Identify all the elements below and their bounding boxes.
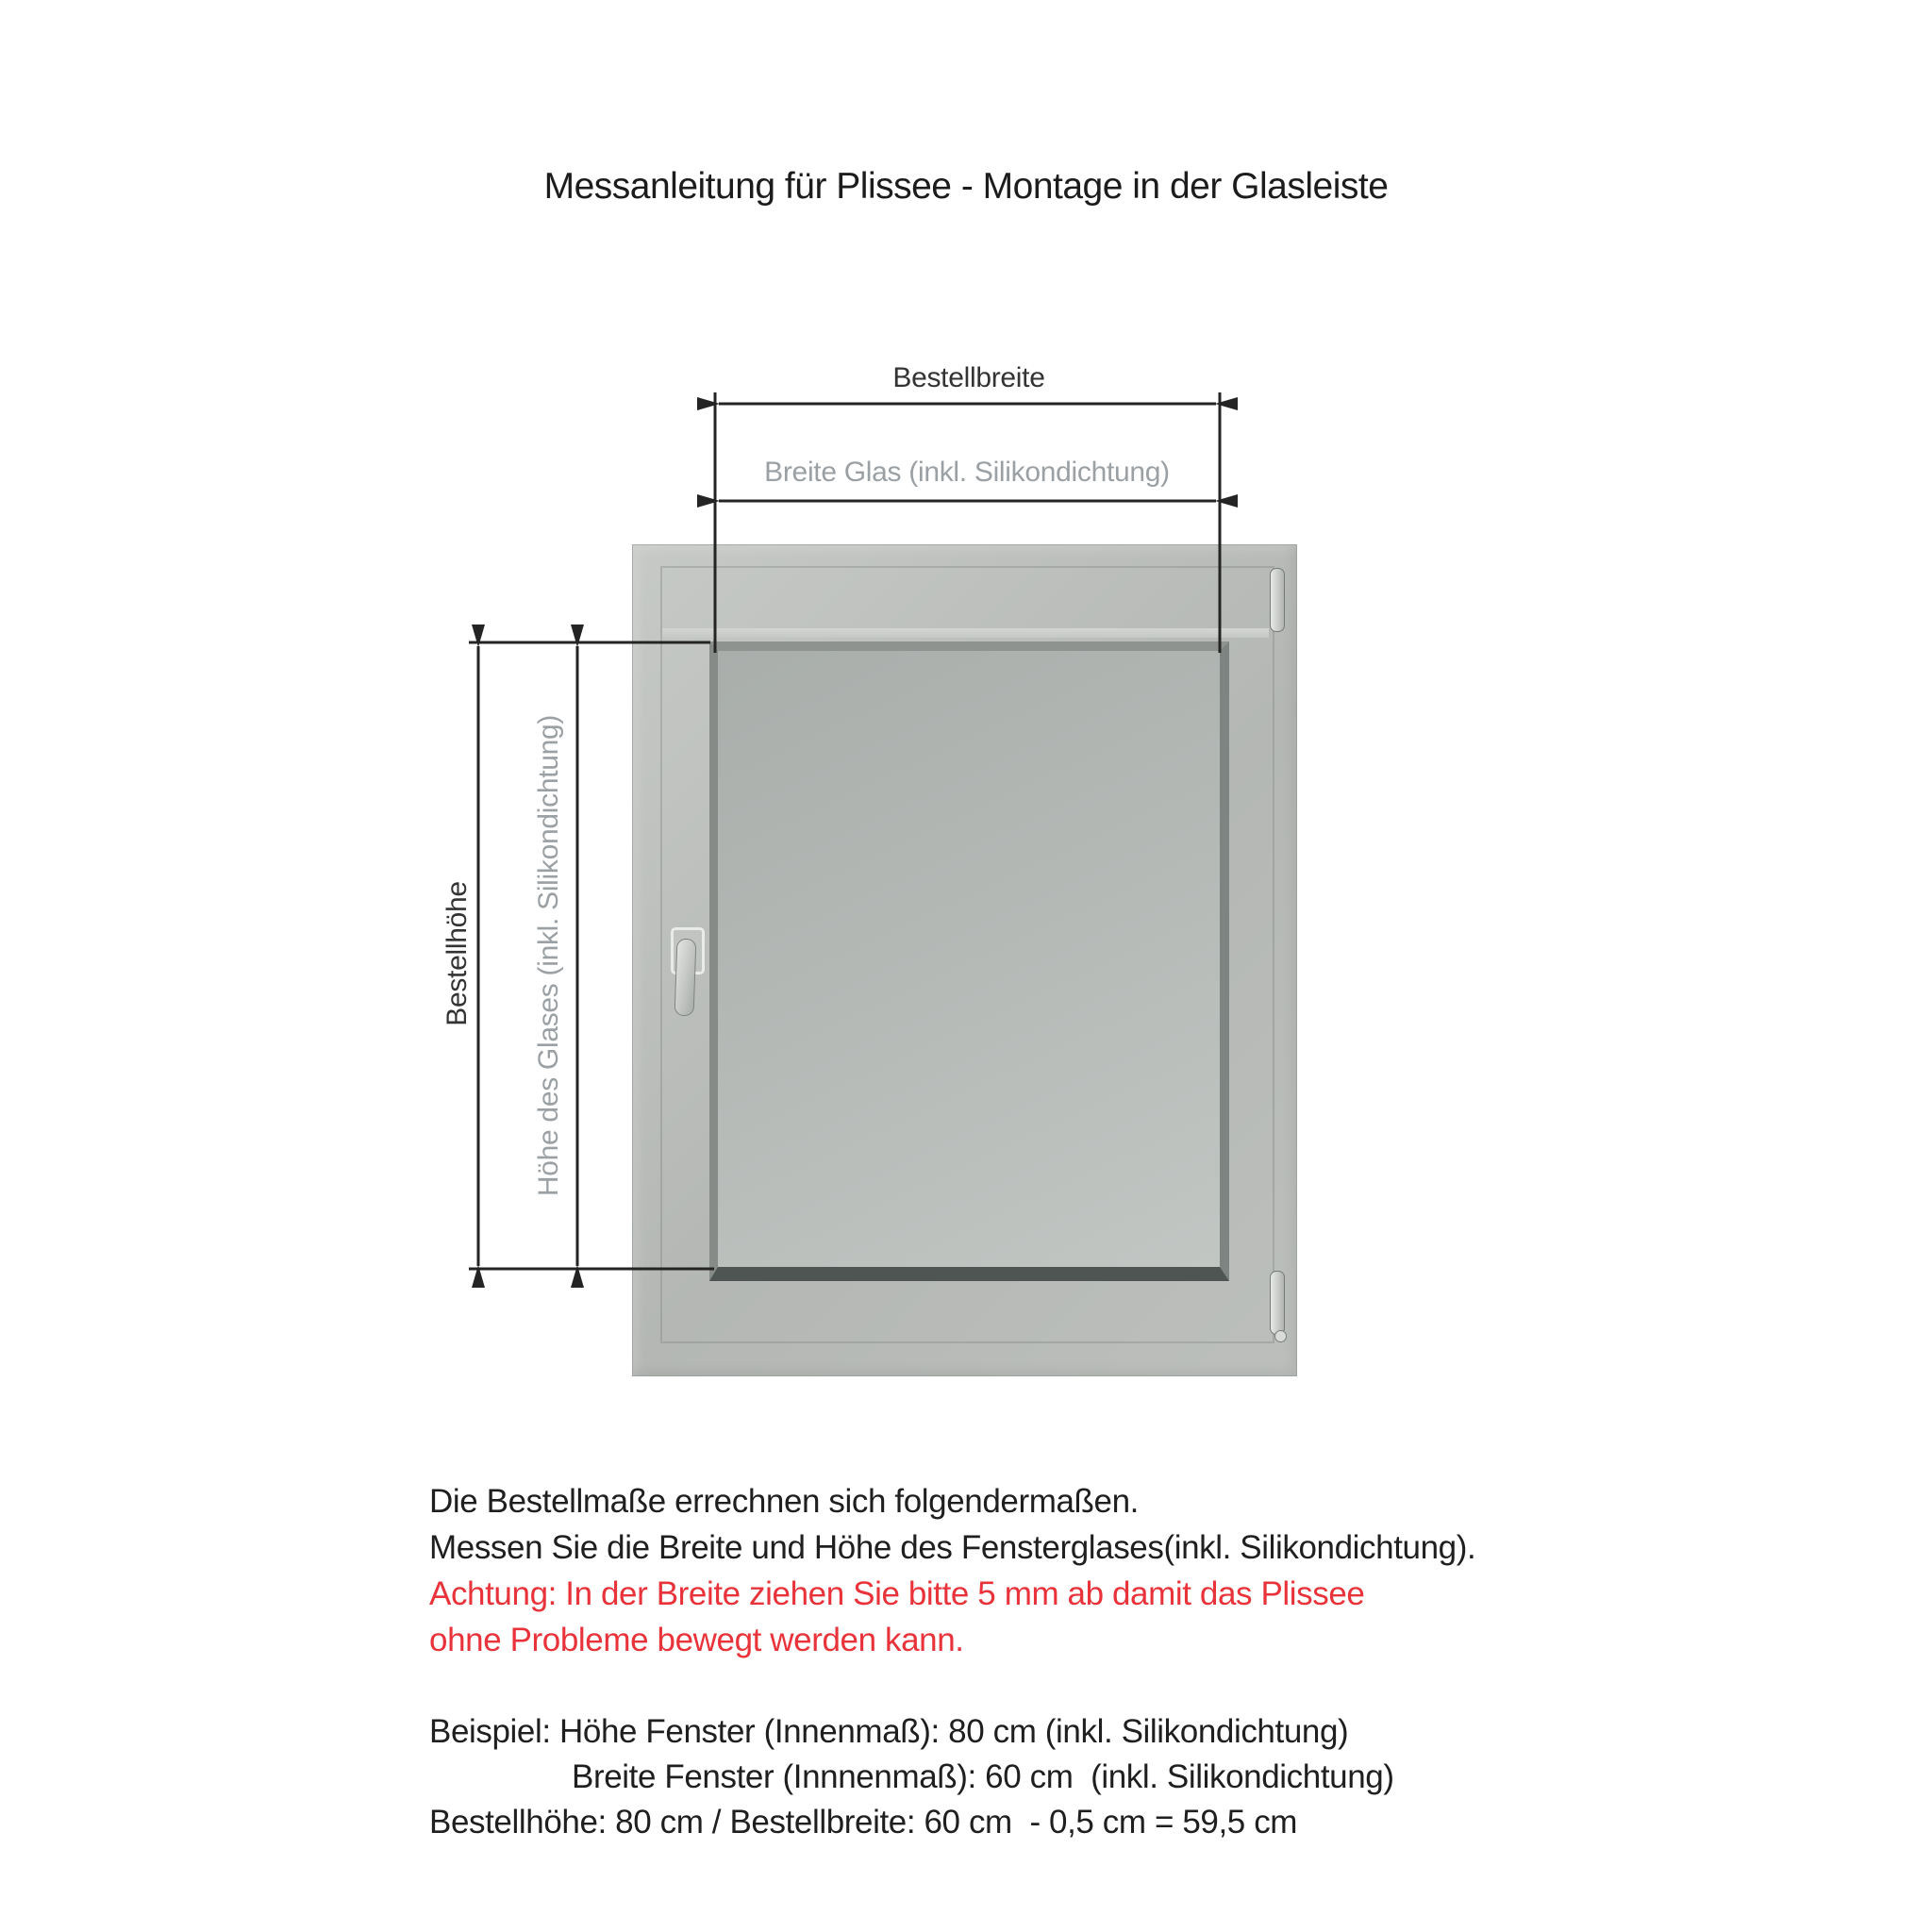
window-illustration — [632, 544, 1297, 1376]
window-handle-lever — [675, 939, 697, 1017]
example-line-1: Beispiel: Höhe Fenster (Innenmaß): 80 cm (inkl. Silikondichtung) — [429, 1713, 1349, 1750]
example-text-block — [429, 1709, 1394, 1845]
window-glass — [709, 641, 1229, 1281]
label-order-height: Bestellhöhe — [441, 881, 473, 1026]
example-line-3: Bestellhöhe: 80 cm / Bestellbreite: 60 cm - 0,5 cm = 59,5 cm — [429, 1804, 1298, 1840]
warning-line-1: Achtung: In der Breite ziehen Sie bitte 5 mm ab damit das Plissee — [429, 1575, 1365, 1612]
warning-line-2: ohne Probleme bewegt werden kann. — [429, 1622, 964, 1658]
instruction-line-2: Messen Sie die Breite und Höhe des Fensterglases(inkl. Silikondichtung). — [429, 1529, 1476, 1566]
hinge-top-right — [1270, 568, 1285, 632]
example-line-2: Breite Fenster (Innnenmaß): 60 cm (inkl. Silikondichtung) — [572, 1758, 1394, 1795]
hinge-bottom-right — [1270, 1271, 1285, 1335]
glass-seal-highlight — [662, 628, 1269, 638]
page-title: Messanleitung für Plissee - Montage in der Glasleiste — [543, 166, 1389, 207]
label-glass-width: Breite Glas (inkl. Silikondichtung) — [764, 457, 1170, 488]
label-order-width: Bestellbreite — [892, 362, 1045, 393]
hinge-bottom-pin — [1274, 1330, 1287, 1342]
label-glass-height: Höhe des Glases (inkl. Silikondichtung) — [533, 714, 564, 1197]
instruction-text-block — [429, 1478, 1475, 1663]
instruction-line-1: Die Bestellmaße errechnen sich folgendermaßen. — [429, 1483, 1139, 1520]
